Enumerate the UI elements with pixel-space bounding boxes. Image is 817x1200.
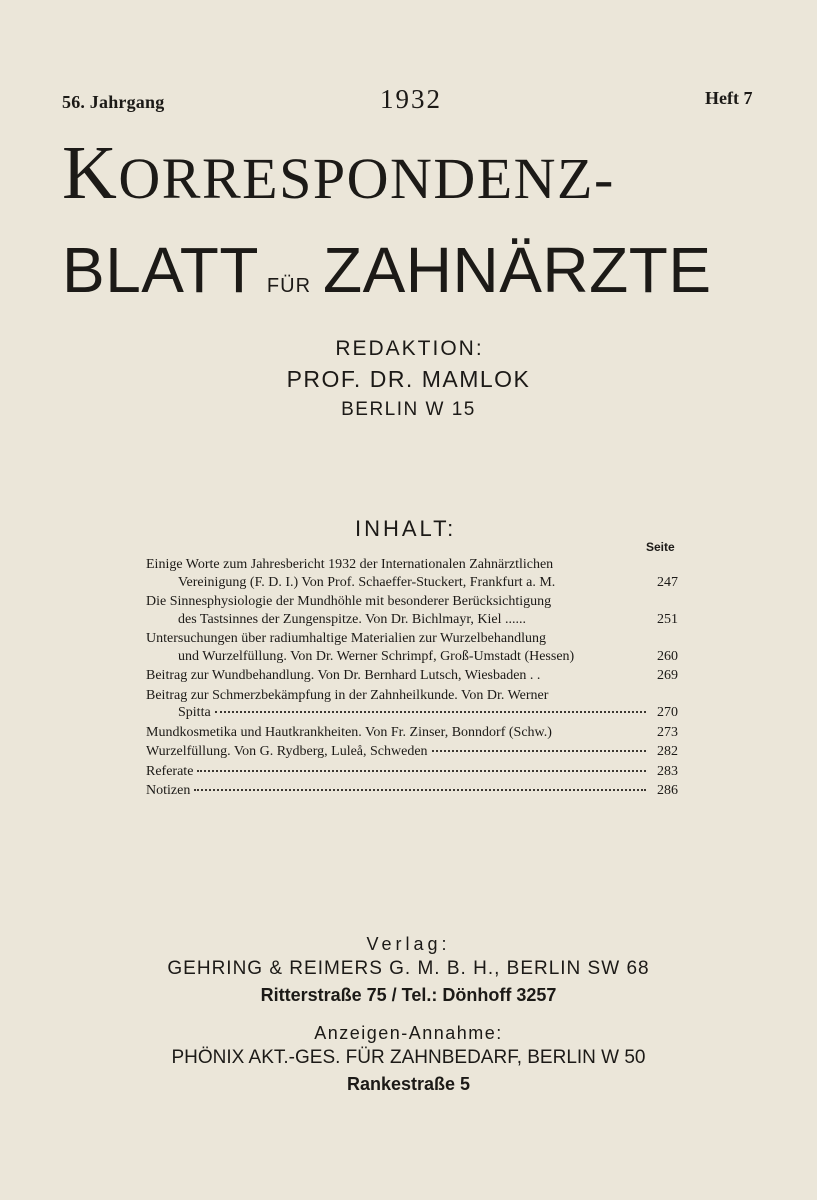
advertising-agency-address: Rankestraße 5 xyxy=(346,1074,471,1094)
toc-entry-line xyxy=(146,782,678,800)
toc-entry-text: Beitrag zur Schmerzbekämpfung in der Zahnheilkunde. Von Dr. Werner xyxy=(146,687,549,703)
page-column-label: Seite xyxy=(646,540,675,554)
toc-entry-text: des Tastsinnes der Zungenspitze. Von Dr. Bichlmayr, Kiel ...... xyxy=(178,611,527,627)
toc-dot-leader xyxy=(544,674,646,676)
journal-title-line-1 xyxy=(62,131,762,215)
toc-page-number: 251 xyxy=(657,611,678,627)
journal-title-line-2 xyxy=(62,234,762,306)
toc-entry xyxy=(146,687,678,722)
toc-entry xyxy=(146,763,678,781)
toc-dot-leader xyxy=(556,731,646,733)
table-of-contents xyxy=(146,556,678,802)
editorial-label: REDAKTION: xyxy=(335,337,484,360)
toc-entry xyxy=(146,593,678,628)
toc-dot-leader xyxy=(197,770,646,772)
toc-entry-text: Vereinigung (F. D. I.) Von Prof. Schaeffer-Stuckert, Frankfurt a. M. xyxy=(178,574,556,590)
toc-entry xyxy=(146,782,678,800)
toc-entry-line xyxy=(146,667,678,685)
title-zahnaerzte: ZAHNÄRZTE xyxy=(323,234,712,306)
toc-page-number: 270 xyxy=(657,705,678,720)
toc-entry-line xyxy=(146,556,678,574)
toc-entry-text: und Wurzelfüllung. Von Dr. Werner Schrimpf, Groß-Umstadt (Hessen) xyxy=(178,648,575,664)
toc-dot-leader xyxy=(215,711,646,713)
toc-entry-line xyxy=(146,574,678,592)
toc-page-number: 286 xyxy=(657,783,678,798)
toc-entry-line xyxy=(146,704,678,722)
toc-entry-line xyxy=(146,724,678,742)
toc-entry-text: Untersuchungen über radiumhaltige Materialien zur Wurzelbehandlung xyxy=(146,631,546,646)
publisher-label: Verlag: xyxy=(366,934,451,954)
advertising-label: Anzeigen-Annahme: xyxy=(314,1023,503,1043)
toc-entry-line xyxy=(146,611,678,629)
toc-entry xyxy=(146,667,678,685)
publisher-address: Ritterstraße 75 / Tel.: Dönhoff 3257 xyxy=(260,985,557,1005)
toc-entry xyxy=(146,724,678,742)
toc-entry xyxy=(146,630,678,665)
toc-entry-text: Mundkosmetika und Hautkrankheiten. Von Fr. Zinser, Bonndorf (Schw.) xyxy=(146,724,552,740)
toc-entry-line xyxy=(146,687,678,705)
toc-page-number: 260 xyxy=(657,648,678,664)
toc-dot-leader xyxy=(194,789,646,791)
toc-page-number: 273 xyxy=(657,724,678,740)
advertising-agency-name: PHÖNIX AKT.-GES. FÜR ZAHNBEDARF, BERLIN W 50 xyxy=(171,1047,646,1068)
toc-entry-line xyxy=(146,593,678,611)
toc-dot-leader xyxy=(559,581,646,583)
toc-dot-leader xyxy=(578,655,646,657)
contents-heading: INHALT: xyxy=(355,516,457,541)
toc-dot-leader xyxy=(530,618,646,620)
toc-entry-line xyxy=(146,743,678,761)
toc-entry-text: Spitta xyxy=(178,705,211,720)
publication-year: 1932 xyxy=(380,84,442,114)
toc-dot-leader xyxy=(432,750,646,752)
editor-name: PROF. DR. MAMLOK xyxy=(286,366,531,392)
toc-entry-text: Referate xyxy=(146,763,194,779)
toc-page-number: 269 xyxy=(657,668,678,683)
title-initial: K xyxy=(62,131,119,215)
toc-page-number: 247 xyxy=(657,574,678,590)
toc-entry-line xyxy=(146,763,678,781)
toc-entry xyxy=(146,556,678,591)
title-blatt: BLATT xyxy=(62,234,259,306)
toc-entry xyxy=(146,743,678,761)
toc-entry-text: Wurzelfüllung. Von G. Rydberg, Luleå, Schweden xyxy=(146,744,428,759)
publisher-name: GEHRING & REIMERS G. M. B. H., BERLIN SW 68 xyxy=(167,958,650,979)
toc-entry-line xyxy=(146,648,678,666)
issue-number: Heft 7 xyxy=(705,88,753,108)
toc-page-number: 283 xyxy=(657,763,678,779)
toc-page-number: 282 xyxy=(657,744,678,759)
toc-entry-line xyxy=(146,630,678,648)
toc-entry-text: Notizen xyxy=(146,783,191,798)
title-fuer: FÜR xyxy=(266,275,312,297)
title-line-1-rest: ORRESPONDENZ- xyxy=(118,146,615,211)
editorial-location: BERLIN W 15 xyxy=(341,399,476,420)
volume-number: 56. Jahrgang xyxy=(62,92,165,112)
toc-entry-text: Die Sinnesphysiologie der Mundhöhle mit besonderer Berücksichtigung xyxy=(146,594,552,609)
toc-entry-text: Beitrag zur Wundbehandlung. Von Dr. Bernhard Lutsch, Wiesbaden . . xyxy=(146,668,541,683)
toc-entry-text: Einige Worte zum Jahresbericht 1932 der Internationalen Zahnärztlichen xyxy=(146,557,554,572)
